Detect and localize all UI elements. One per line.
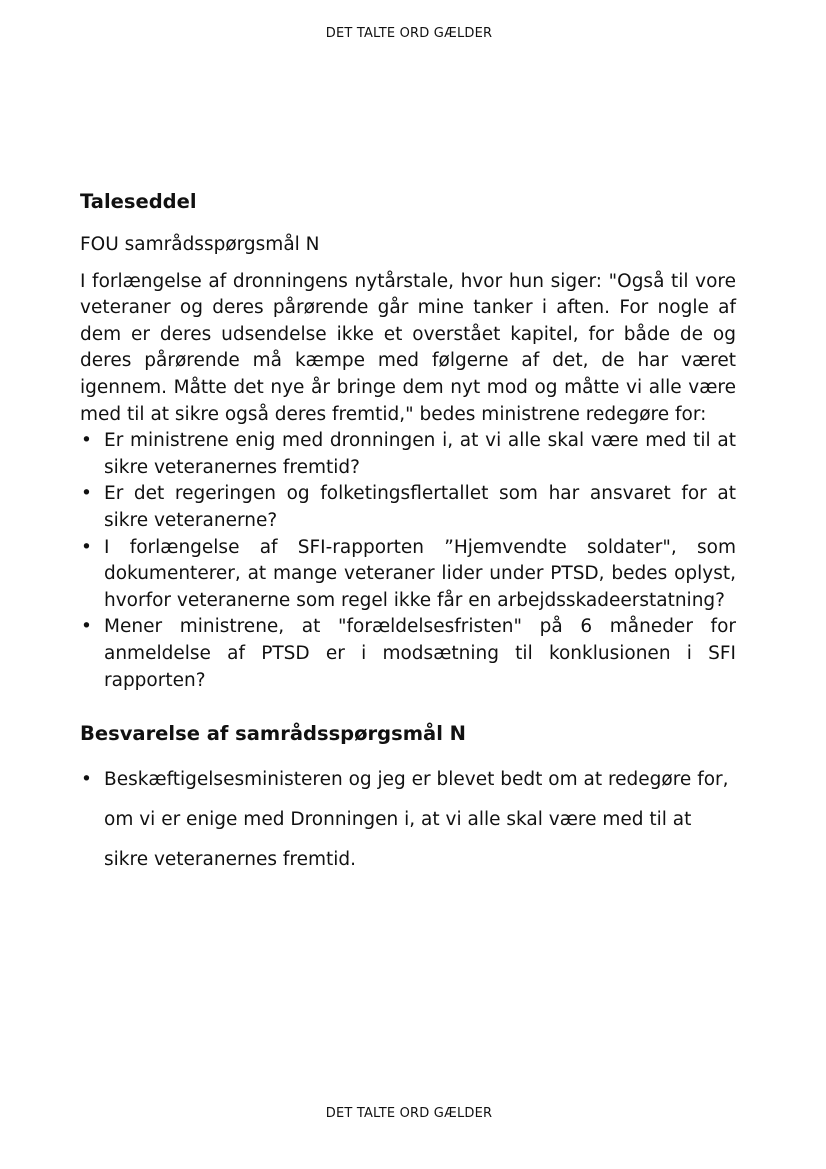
page-header: DET TALTE ORD GÆLDER [325, 26, 493, 41]
answer-list [80, 760, 736, 880]
question-item: • I forlængelse af SFI-rapporten ”Hjemvendte soldater", som dokumenterer, at mange veteraner lider under PTSD, bedes oplyst, hvorfor veteranerne som regel ikke får en arbejdsskadeerstatning? [80, 535, 736, 615]
question-item: • Er det regeringen og folketingsflertallet som har ansvaret for at sikre veteranerne? [80, 481, 736, 534]
document-body [80, 188, 736, 880]
answer-heading: Besvarelse af samrådsspørgsmål N [80, 722, 466, 746]
question-item: • Er ministrene enig med dronningen i, at vi alle skal være med til at sikre veteranernes fremtid? [80, 428, 736, 481]
intro-paragraph: I forlængelse af dronningens nytårstale, hvor hun siger: "Også til vore veteraner og deres pårørende går mine tanker i aften. For nogle af dem er deres udsendelse ikke et overstået kapitel, for både de og deres pårørende må kæmpe med følgerne af det, de har været igennem. Måtte det nye år bringe dem nyt mod og måtte vi alle være med til at sikre også deres fremtid," bedes ministrene redegøre for: [80, 270, 736, 425]
question-list [80, 428, 736, 694]
document-title: Taleseddel [80, 190, 197, 213]
question-item: • Mener ministrene, at "forældelsesfristen" på 6 måneder for anmeldelse af PTSD er i modsætning til konklusionen i SFI rapporten? [80, 614, 736, 694]
page-footer: DET TALTE ORD GÆLDER [325, 1106, 493, 1121]
document-subtitle: FOU samrådsspørgsmål N [80, 234, 320, 255]
answer-item: • Beskæftigelsesministeren og jeg er blevet bedt om at redegøre for, om vi er enige med Dronningen i, at vi alle skal være med til at sikre veteranernes fremtid. [80, 760, 736, 880]
